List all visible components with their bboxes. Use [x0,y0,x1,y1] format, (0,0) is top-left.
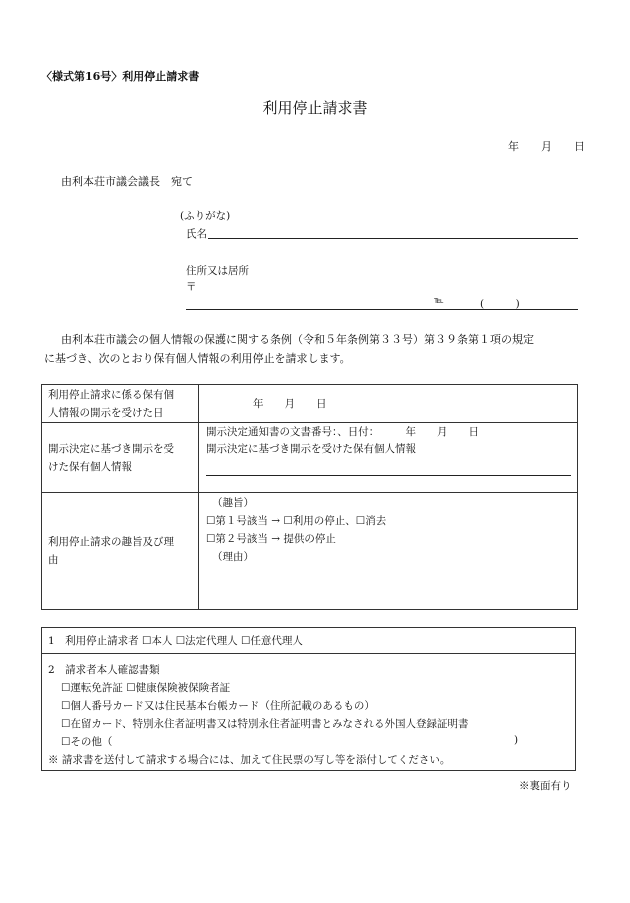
row3-label [42,493,199,610]
requester-info-box [41,627,576,771]
reason-header: （理由） [212,551,254,563]
page-title: 利用停止請求書 [262,99,368,117]
divider [42,653,575,654]
row2-label-line-2: けた保有個人情報 [48,460,132,473]
row2-doc-number-line: 開示決定通知書の文書番号：、日付： 年 月 日 [206,426,479,438]
purpose-item-1[interactable]: ☐第１号該当 → ☐利用の停止、☐消去 [206,515,387,527]
name-field[interactable] [208,238,578,239]
row1-label-line-1: 利用停止請求に係る保有個 [48,388,174,401]
address-label: 住所又は居所 [186,265,249,277]
request-table [41,384,578,610]
row2-info-line: 開示決定に基づき開示を受けた保有個人情報 [206,443,416,455]
row3-label-line-2: 由 [48,554,59,566]
table-row [42,385,578,423]
id-doc-item-1[interactable]: ☐運転免許証 ☐健康保険被保険者証 [61,682,231,694]
row2-value-cell[interactable] [199,423,578,493]
id-doc-item-2[interactable]: ☐個人番号カード又は住民基本台帳カード（住所記載のあるもの） [61,700,375,712]
row1-label-line-2: 人情報の開示を受けた日 [48,406,164,419]
postal-mark: 〒 [186,281,197,293]
row3-label-line-1: 利用停止請求の趣旨及び理 [48,536,174,548]
date-line: 年 月 日 [508,140,585,153]
body-text-line-1: 由利本荘市議会の個人情報の保護に関する条例（令和５年条例第３３号）第３９条第１項の規定 [61,333,534,346]
id-doc-item-4-close: ) [514,734,519,746]
purpose-item-2[interactable]: ☐第２号該当 → 提供の停止 [206,533,336,545]
row1-label [42,385,199,423]
mailing-note: ※ 請求書を送付して請求する場合には、加えて住民票の写し等を添付してください。 [48,754,451,766]
row2-write-line[interactable] [206,475,571,476]
id-doc-item-4[interactable]: ☐その他（ [61,736,113,748]
purpose-header: （趣旨） [212,497,254,509]
id-docs-heading: 2 請求者本人確認書類 [48,664,160,676]
name-label: 氏名 [186,228,207,240]
row3-value-cell[interactable] [199,493,578,610]
furigana-label: (ふりがな) [180,210,231,222]
table-row [42,423,578,493]
table-row [42,493,578,610]
row1-value-cell[interactable] [199,385,578,423]
reverse-side-note: ※裏面有り [519,780,572,792]
id-doc-item-3[interactable]: ☐在留カード、特別永住者証明書又は特別永住者証明書とみなされる外国人登録証明書 [61,718,469,730]
form-code: 〈様式第16号〉利用停止請求書 [41,70,200,83]
row1-date-value: 年 月 日 [253,398,327,410]
row2-label-line-1: 開示決定に基づき開示を受 [48,442,174,455]
row2-label [42,423,199,493]
addressee: 由利本荘市議会議長 宛て [61,175,193,188]
address-field[interactable] [186,309,578,310]
tel-label: ℡ [434,296,444,306]
body-text-line-2: に基づき、次のとおり保有個人情報の利用停止を請求します。 [44,352,351,365]
requester-type-line[interactable]: 1 利用停止請求者 ☐本人 ☐法定代理人 ☐任意代理人 [48,635,303,647]
tel-parens: ( ) [480,298,520,310]
